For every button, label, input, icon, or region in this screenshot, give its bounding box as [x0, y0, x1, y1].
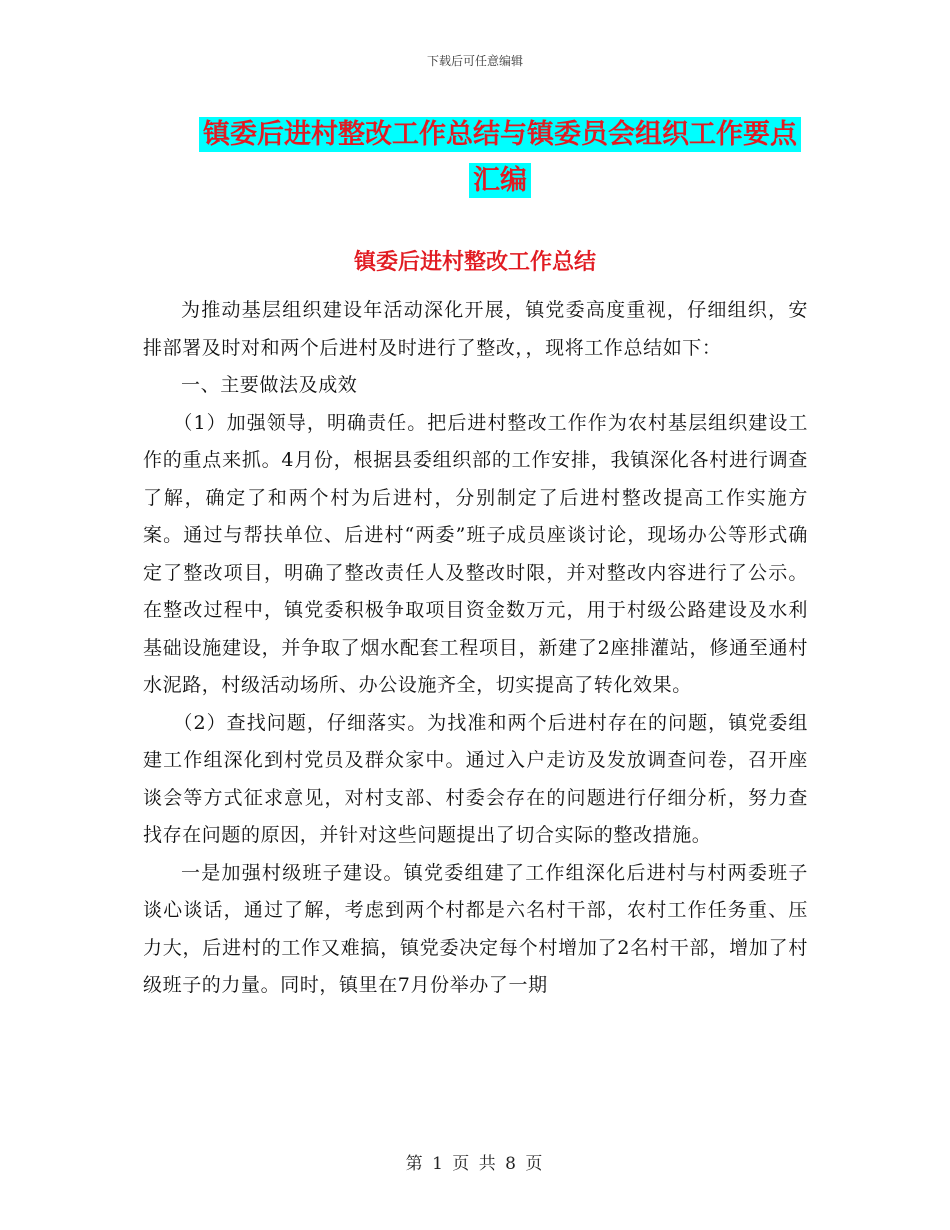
paragraph-heading-1: 一、主要做法及成效	[181, 374, 358, 396]
paragraph-intro: 为推动基层组织建设年活动深化开展，镇党委高度重视，仔细组织，安排部署及时对和两个后进村及时进行了整改，，现将工作总结如下：	[143, 299, 808, 359]
page-header-note: 下载后可任意编辑	[426, 54, 523, 68]
page-number: 第 1 页 共 8 页	[405, 1154, 545, 1174]
document-body	[143, 292, 808, 1005]
paragraph-item-1: （1）加强领导，明确责任。把后进村整改工作作为农村基层组织建设工作的重点来抓。4月份，根据县委组织部的工作安排，我镇深化各村进行调查了解，确定了和两个村为后进村，分别制定了后进村整改提高工作实施方案。通过与帮扶单位、后进村“两委”班子成员座谈讨论，现场办公等形式确定了整改项目，明确了整改责任人及整改时限，并对整改内容进行了公示。在整改过程中，镇党委积极争取项目资金数万元，用于村级公路建设及水利基础设施建设，并争取了烟水配套工程项目，新建了2座排灌站，修通至通村水泥路，村级活动场所、办公设施齐全，切实提高了转化效果。	[143, 411, 808, 696]
section-title: 镇委后进村整改工作总结	[353, 249, 596, 275]
paragraph-item-2: （2）查找问题，仔细落实。为找准和两个后进村存在的问题，镇党委组建工作组深化到村党员及群众家中。通过入户走访及发放调查问卷，召开座谈会等方式征求意见，对村支部、村委会存在的问题进行仔细分析，努力查找存在问题的原因，并针对这些问题提出了切合实际的整改措施。	[143, 711, 808, 846]
document-title	[190, 112, 810, 204]
document-title-text: 镇委后进村整改工作总结与镇委员会组织工作要点汇编	[199, 117, 801, 198]
paragraph-point-1: 一是加强村级班子建设。镇党委组建了工作组深化后进村与村两委班子谈心谈话，通过了解，考虑到两个村都是六名村干部，农村工作任务重、压力大，后进村的工作又难搞，镇党委决定每个村增加了2名村干部，增加了村级班子的力量。同时，镇里在7月份举办了一期	[143, 861, 808, 996]
